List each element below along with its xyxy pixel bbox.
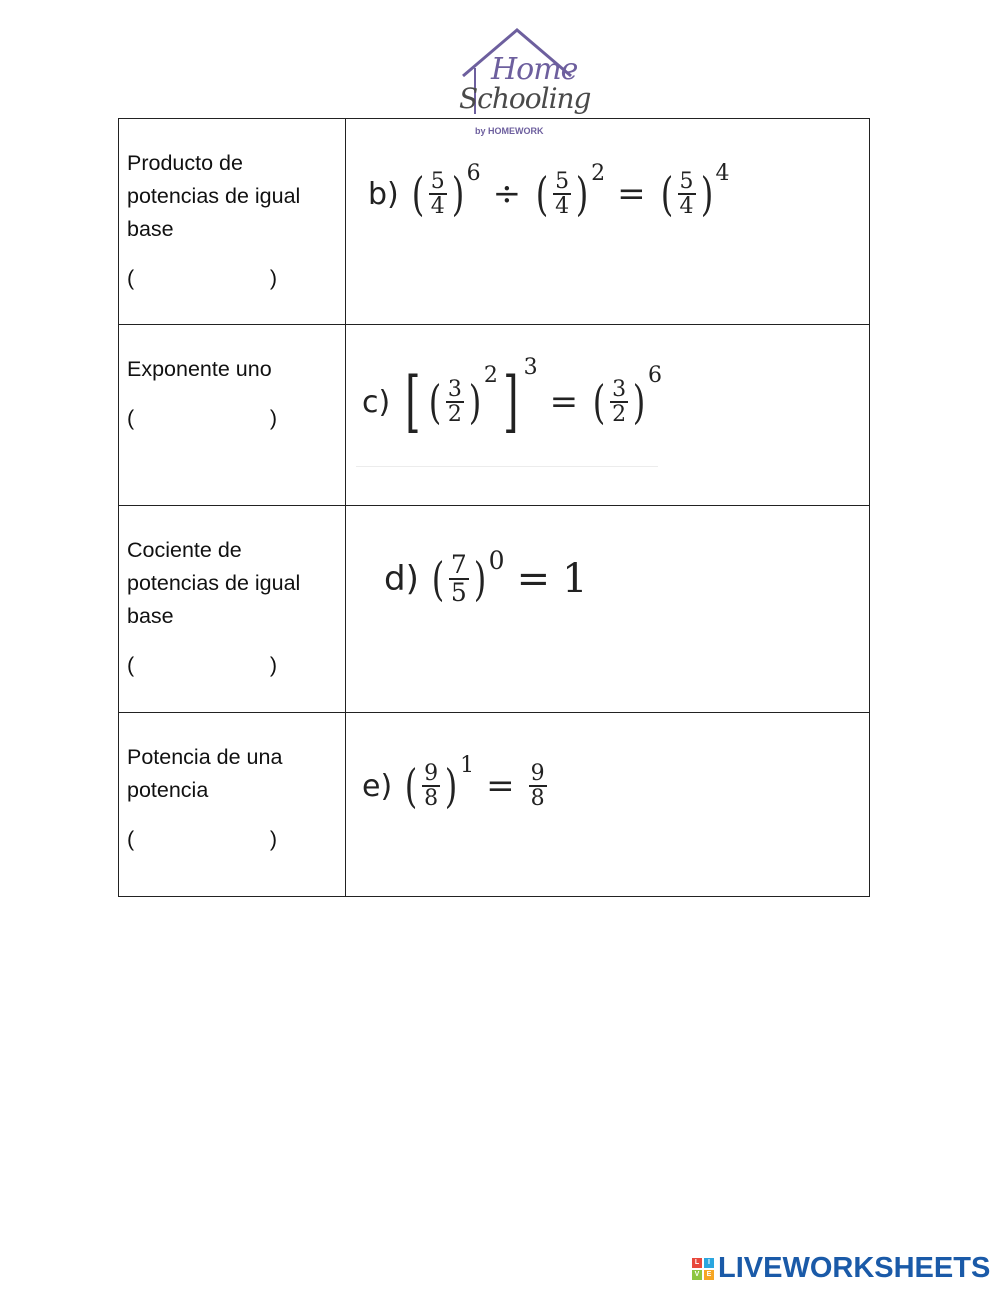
paren-open: ( bbox=[127, 406, 135, 430]
equals-sign: = bbox=[486, 766, 515, 806]
paren-open: ( bbox=[127, 653, 135, 677]
paren-open: ( bbox=[127, 266, 135, 290]
table-row bbox=[119, 325, 870, 506]
operator: ÷ bbox=[492, 174, 522, 214]
equals-sign: = bbox=[549, 382, 579, 422]
item-label: b) bbox=[368, 176, 399, 212]
result: 1 bbox=[562, 556, 588, 603]
fraction: $\frac{9}{8}$ bbox=[530, 760, 545, 811]
expression-cell bbox=[346, 506, 870, 713]
answer-blank[interactable] bbox=[127, 402, 277, 435]
expression-e: e) ( $\frac{9}{8}$ ) 1 = $\frac{9}{8}$ bbox=[362, 753, 545, 813]
liveworksheets-brand bbox=[692, 1252, 990, 1285]
divider bbox=[356, 466, 658, 467]
fraction: $\frac{9}{8}$ bbox=[424, 760, 439, 811]
expression-cell bbox=[346, 325, 870, 506]
live-badge-icon: L I V E bbox=[692, 1258, 714, 1280]
expression-b: b) ( $\frac{5}{4}$ ) 6 ÷ ( $\frac{5}{4}$ ) 2 = ( $\frac{5}{4}$ ) 4 bbox=[368, 161, 730, 221]
fraction: $\frac{5}{4}$ bbox=[555, 168, 570, 219]
property-cell bbox=[119, 713, 346, 897]
equals-sign: = bbox=[617, 174, 646, 214]
fraction: $\frac{3}{2}$ bbox=[447, 376, 462, 427]
property-label: Producto de potencias de igual base bbox=[127, 151, 301, 241]
property-cell bbox=[119, 325, 346, 506]
exponent: 4 bbox=[715, 161, 730, 186]
exponent: 6 bbox=[466, 161, 481, 186]
property-label: Cociente de potencias de igual base bbox=[127, 538, 301, 628]
exponent: 2 bbox=[483, 363, 498, 388]
brand-text: LIVEWORKSHEETS bbox=[718, 1252, 991, 1284]
expression-cell bbox=[346, 713, 870, 897]
answer-blank[interactable] bbox=[127, 649, 277, 682]
property-cell bbox=[119, 506, 346, 713]
answer-blank[interactable] bbox=[127, 262, 277, 295]
paren-close: ) bbox=[269, 406, 277, 430]
paren-close: ) bbox=[269, 266, 277, 290]
expression-cell bbox=[346, 119, 870, 325]
item-label: c) bbox=[362, 384, 391, 420]
paren-close: ) bbox=[269, 653, 277, 677]
fraction: $\frac{5}{4}$ bbox=[679, 168, 694, 219]
logo-home-text: Home bbox=[491, 52, 578, 87]
exponent: 0 bbox=[488, 546, 505, 575]
exponent-outer: 3 bbox=[523, 355, 538, 380]
property-cell bbox=[119, 119, 346, 325]
exponent: 6 bbox=[648, 363, 663, 388]
table-row bbox=[119, 119, 870, 325]
exponent: 2 bbox=[591, 161, 606, 186]
property-label: Potencia de una potencia bbox=[127, 745, 283, 802]
table-row bbox=[119, 506, 870, 713]
fraction: $\frac{5}{4}$ bbox=[430, 168, 445, 219]
expression-c: c) [ ( $\frac{3}{2}$ ) 2 ] 3 = ( $\frac{3}{2}$ ) 6 bbox=[362, 355, 663, 440]
paren-close: ) bbox=[269, 827, 277, 851]
logo-schooling-text: Schooling bbox=[459, 82, 591, 115]
worksheet-table bbox=[118, 118, 870, 897]
table-row bbox=[119, 713, 870, 897]
item-label: e) bbox=[362, 768, 393, 804]
fraction: $\frac{7}{5}$ bbox=[450, 550, 467, 608]
expression-d: d) ( $\frac{7}{5}$ ) 0 = 1 bbox=[384, 546, 588, 608]
fraction: $\frac{3}{2}$ bbox=[612, 376, 627, 427]
item-label: d) bbox=[384, 559, 419, 600]
logo-byline: by HOMEWORK bbox=[475, 126, 544, 136]
answer-blank[interactable] bbox=[127, 823, 277, 856]
property-label: Exponente uno bbox=[127, 357, 272, 381]
exponent: 1 bbox=[460, 753, 475, 778]
paren-open: ( bbox=[127, 827, 135, 851]
equals-sign: = bbox=[516, 556, 551, 603]
